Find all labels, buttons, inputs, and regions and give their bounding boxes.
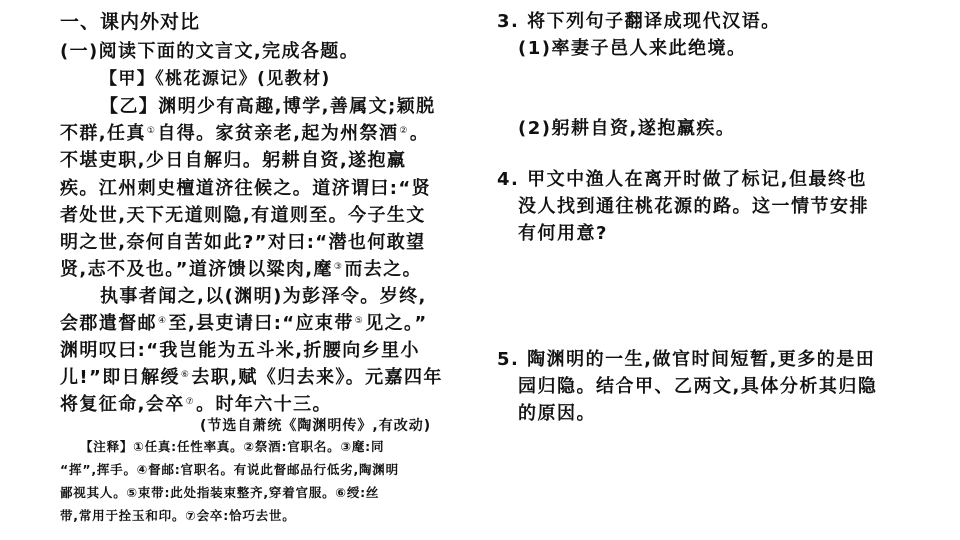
text-segment: 将复征命,会卒 xyxy=(60,394,185,415)
annotation-line-2: “挥”,挥手。④督邮:官职名。有说此督邮品行低劣,陶渊明 xyxy=(60,462,399,477)
footnote-ref-1: ① xyxy=(146,126,157,136)
question-5-line-3: 的原因。 xyxy=(518,403,596,424)
footnote-ref-5: ⑤ xyxy=(354,316,365,326)
text-segment: 见之。” xyxy=(365,313,428,334)
text-yi-line-6: 明之世,奈何自苦如此?”对曰:“潜也何敢望 xyxy=(60,232,426,253)
text-yi-p2-line-4 xyxy=(60,363,443,389)
text-yi-p2-line-3: 渊明叹曰:“我岂能为五斗米,折腰向乡里小 xyxy=(60,340,420,361)
question-3-part-1: (1)率妻子邑人来此绝境。 xyxy=(518,38,747,59)
text-segment: 自得。家贫亲老,起为州祭酒 xyxy=(157,123,399,144)
question-4-line-3: 有何用意? xyxy=(518,223,608,244)
footnote-ref-3: ③ xyxy=(333,262,344,272)
text-yi-p2-line-2 xyxy=(60,309,428,335)
text-yi-line-5: 者处世,天下无道则隐,有道则至。今子生文 xyxy=(60,205,426,226)
text-segment: 儿!”即日解绶 xyxy=(60,367,180,388)
section-title: 一、课内外对比 xyxy=(60,11,201,33)
text-segment: 而去之。 xyxy=(344,259,422,280)
annotation-line-3: 鄙视其人。⑤束带:此处指装束整齐,穿着官服。⑥绶:丝 xyxy=(60,485,380,500)
text-yi-line-4: 疾。江州刺史檀道济往候之。道济谓曰:“贤 xyxy=(60,178,432,199)
question-4-line-2: 没人找到通往桃花源的路。这一情节安排 xyxy=(518,196,869,217)
text-yi-p2-line-1: 执事者闻之,以(渊明)为彭泽令。岁终, xyxy=(100,286,427,307)
question-4-line-1: 4. 甲文中渔人在离开时做了标记,但最终也 xyxy=(497,169,867,190)
footnote-ref-4: ④ xyxy=(158,316,168,326)
text-yi-line-2 xyxy=(60,119,429,145)
question-3-part-2: (2)躬耕自资,遂抱羸疾。 xyxy=(518,118,736,139)
text-segment: 去职,赋《归去来》。元嘉四年 xyxy=(191,367,443,388)
text-yi-line-7 xyxy=(60,255,422,281)
source-citation: (节选自萧统《陶渊明传》,有改动) xyxy=(200,418,432,434)
text-segment: 。时年六十三。 xyxy=(196,394,332,415)
text-yi-p2-line-5 xyxy=(60,390,332,416)
footnote-ref-7: ⑦ xyxy=(185,397,196,407)
footnote-ref-6: ⑥ xyxy=(180,370,191,380)
text-segment: 会郡遣督邮 xyxy=(60,313,157,334)
text-yi-line-1: 【乙】渊明少有高趣,博学,善属文;颖脱 xyxy=(100,96,436,117)
text-jia-label: 【甲】《桃花源记》(见教材) xyxy=(100,69,331,89)
text-segment: 至,县吏请曰:“应束带 xyxy=(168,313,354,334)
annotation-line-4: 带,常用于拴玉和印。⑦会卒:恰巧去世。 xyxy=(60,508,296,523)
annotation-line-1: 【注释】①任真:任性率真。②祭酒:官职名。③麾:同 xyxy=(80,439,385,454)
question-3: 3. 将下列句子翻译成现代汉语。 xyxy=(497,11,781,32)
subsection-title: (一)阅读下面的文言文,完成各题。 xyxy=(60,41,360,62)
text-segment: 。 xyxy=(409,123,430,144)
question-5-line-2: 园归隐。结合甲、乙两文,具体分析其归隐 xyxy=(518,376,878,397)
text-yi-line-3: 不堪吏职,少日自解归。躬耕自资,遂抱羸 xyxy=(60,150,407,171)
text-segment: 不群,任真 xyxy=(60,123,146,144)
text-segment: 贤,志不及也。”道济馈以粱肉,麾 xyxy=(60,259,333,280)
question-5-line-1: 5. 陶渊明的一生,做官时间短暂,更多的是田 xyxy=(497,349,876,370)
footnote-ref-2: ② xyxy=(399,126,409,136)
